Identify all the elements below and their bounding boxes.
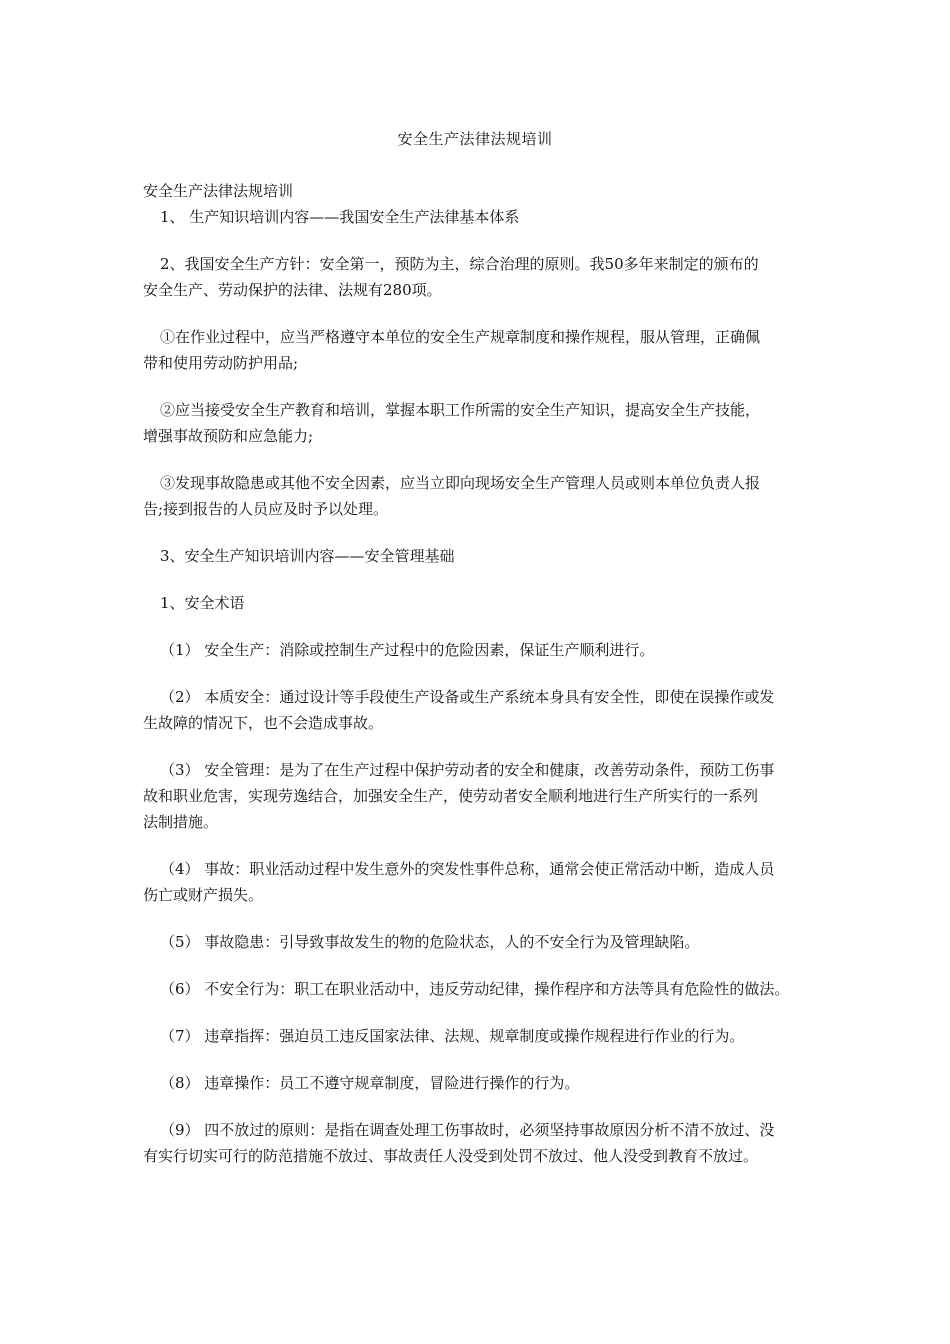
term-8: （8） 违章操作：员工不遵守规章制度，冒险进行操作的行为。 (160, 1074, 580, 1092)
term-2: （2） 本质安全：通过设计等手段使生产设备或生产系统本身具有安全性，即使在误操作或发 生故障的情况下，也不会造成事故。 (143, 688, 775, 732)
paragraph-circled-3: ③发现事故隐患或其他不安全因素，应当立即向现场安全生产管理人员或则本单位负责人报 告;接到报告的人员应及时予以处理。 (143, 474, 761, 518)
term-9: （9） 四不放过的原则：是指在调查处理工伤事故时，必须坚持事故原因分析不清不放过、没 有实行切实可行的防范措施不放过、事故责任人没受到处罚不放过、他人没受到教育不放过。 (143, 1121, 775, 1165)
term-7: （7） 违章指挥：强迫员工违反国家法律、法规、规章制度或操作规程进行作业的行为。 (160, 1027, 745, 1045)
term-3: （3） 安全管理：是为了在生产过程中保护劳动者的安全和健康，改善劳动条件，预防工伤事 故和职业危害，实现劳逸结合，加强安全生产，使劳动者安全顺利地进行生产所实行的一系列 法制措施。 (143, 761, 775, 831)
paragraph-circled-2: ②应当接受安全生产教育和培训，掌握本职工作所需的安全生产知识，提高安全生产技能， 增强事故预防和应急能力; (143, 401, 761, 445)
document-title: 安全生产法律法规培训 (397, 130, 553, 148)
section-heading-safety-terms: 1、安全术语 (160, 594, 245, 612)
paragraph-item-2: 2、我国安全生产方针：安全第一，预防为主，综合治理的原则。我50多年来制定的颁布的 安全生产、劳动保护的法律、法规有280项。 (143, 255, 759, 299)
term-6: （6） 不安全行为：职工在职业活动中，违反劳动纪律，操作程序和方法等具有危险性的做法。 (160, 980, 790, 998)
body-heading: 安全生产法律法规培训 (143, 182, 294, 200)
term-1: （1） 安全生产：消除或控制生产过程中的危险因素，保证生产顺利进行。 (160, 641, 655, 659)
paragraph-item-1: 1、 生产知识培训内容——我国安全生产法律基本体系 (160, 208, 520, 226)
term-4: （4） 事故：职业活动过程中发生意外的突发性事件总称，通常会使正常活动中断，造成人员 伤亡或财产损失。 (143, 860, 775, 904)
paragraph-item-3: 3、安全生产知识培训内容——安全管理基础 (160, 547, 455, 565)
term-5: （5） 事故隐患：引导致事故发生的物的危险状态，人的不安全行为及管理缺陷。 (160, 933, 700, 951)
paragraph-circled-1: ①在作业过程中，应当严格遵守本单位的安全生产规章制度和操作规程，服从管理，正确佩 带和使用劳动防护用品; (143, 328, 761, 372)
document-body (143, 178, 808, 1169)
